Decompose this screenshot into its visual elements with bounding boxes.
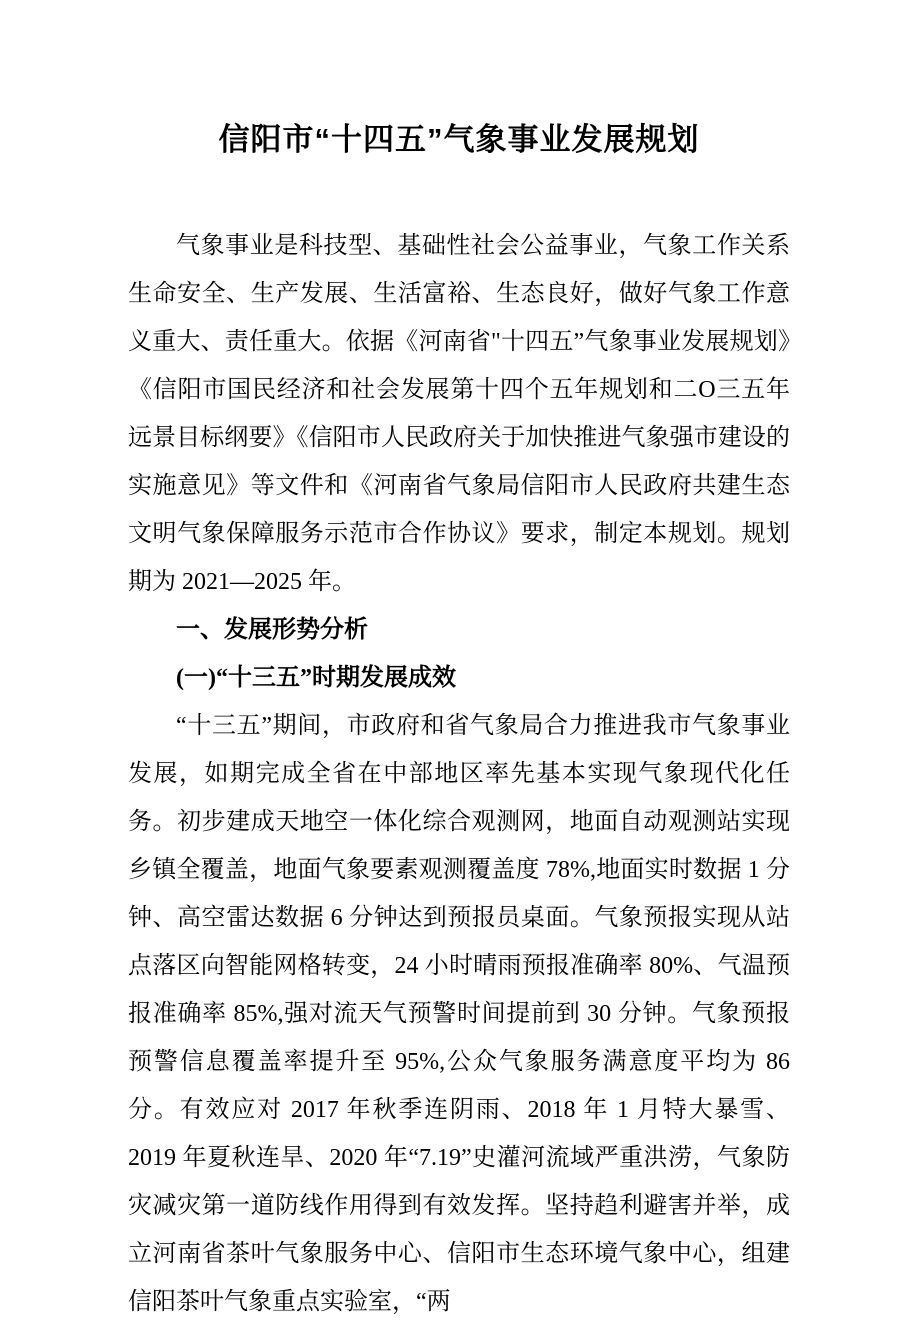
section-1-heading: 一、发展形势分析 xyxy=(176,617,368,643)
section-1-subsection-1-heading: (一)“十三五”时期发展成效 xyxy=(176,665,456,691)
subsection-1-paragraph: “十三五”期间，市政府和省气象局合力推进我市气象事业发展，如期完成全省在中部地区率先基本实现气象现代化任务。初步建成天地空一体化综合观测网，地面自动观测站实现乡镇全覆盖，地面气象要素观测覆盖度 78%,地面实时数据 1 分钟、高空雷达数据 6 分钟达到预报员桌面。气象预报实现从站点落区向智能网格转变，24 小时晴雨预报准确率 80%、气温预报准确率 85%,强对流天气预警时间提前到 30 分钟。气象预报预警信息覆盖率提升至 95%,公众气象服务满意度平均为 86 分。有效应对 2017 年秋季连阴雨、2018 年 1 月特大暴雪、2019 年夏秋连旱、2020 年“7.19”史灌河流域严重洪涝，气象防灾减灾第一道防线作用得到有效发挥。坚持趋利避害并举，成立河南省茶叶气象服务中心、信阳市生态环境气象中心，组建信阳茶叶气象重点实验室，“两 xyxy=(128,713,790,1315)
intro-paragraph: 气象事业是科技型、基础性社会公益事业，气象工作关系生命安全、生产发展、生活富裕、生态良好，做好气象工作意义重大、责任重大。依据《河南省"十四五”气象事业发展规划》《信阳市国民经济和社会发展第十四个五年规划和二O三五年远景目标纲要》《信阳市人民政府关于加快推进气象强市建设的实施意见》等文件和《河南省气象局信阳市人民政府共建生态文明气象保障服务示范市合作协议》要求，制定本规划。规划期为 2021—2025 年。 xyxy=(128,233,790,595)
document-title: 信阳市“十四五”气象事业发展规划 xyxy=(218,122,700,157)
